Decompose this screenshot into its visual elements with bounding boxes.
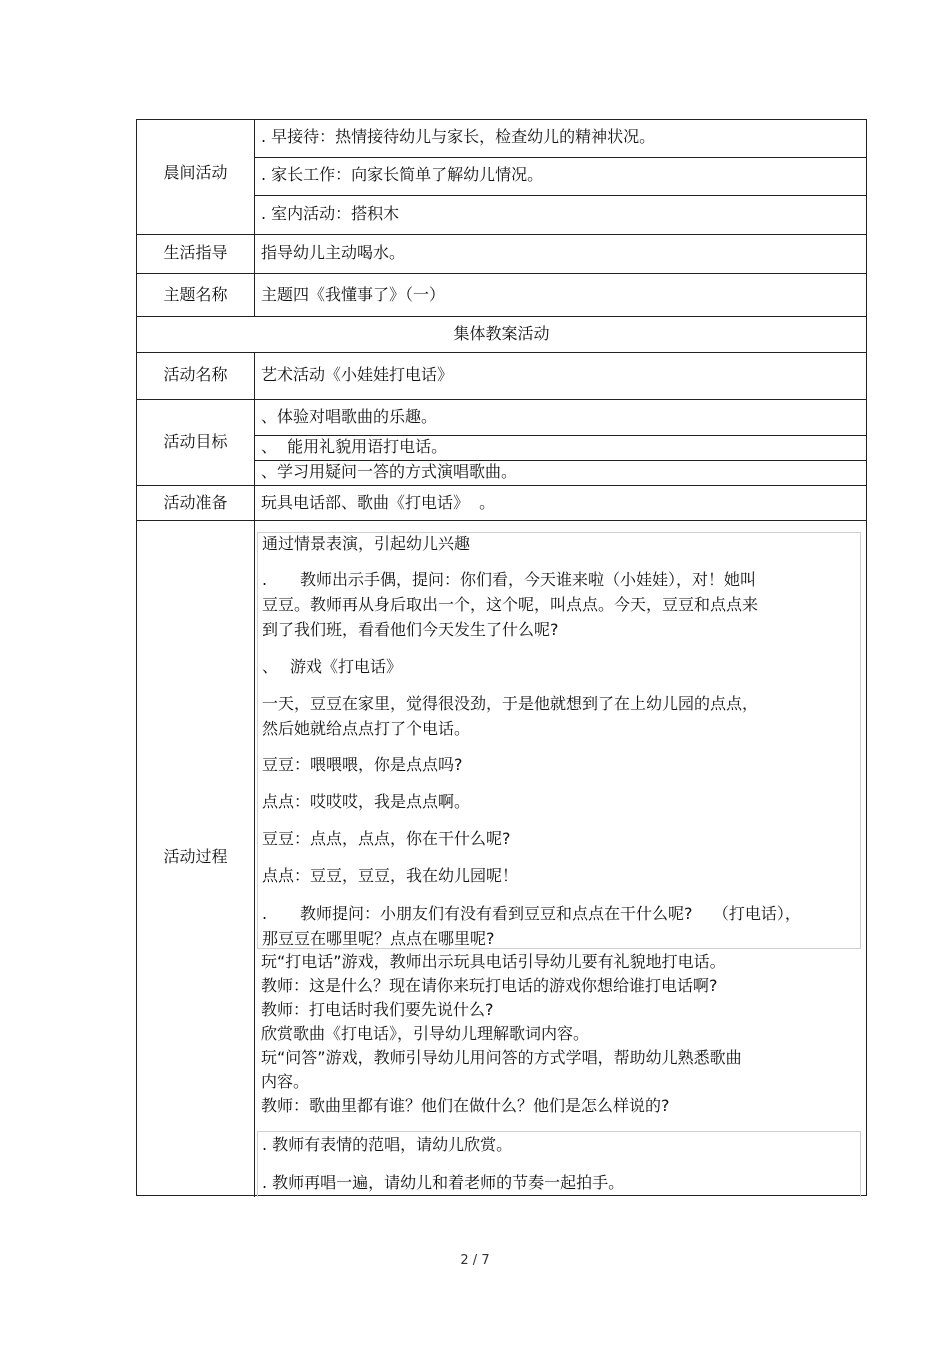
morning-item: . 家长工作：向家长简单了解幼儿情况。 — [261, 165, 544, 184]
process-singing-box — [257, 1131, 861, 1197]
dialogue-line: 豆豆：点点，点点，你在干什么呢? — [262, 829, 511, 848]
morning-label: 晨间活动 — [163, 163, 228, 182]
page-number: 2 / 7 — [460, 1253, 490, 1268]
paragraph-line: 到了我们班，看看他们今天发生了什么呢? — [262, 620, 559, 639]
paragraph-line — [262, 903, 801, 925]
theme-label: 主题名称 — [163, 285, 228, 304]
process-line: . 教师有表情的范唱，请幼儿欣赏。 — [262, 1135, 513, 1154]
theme-value: 主题四《我懂事了》（一） — [261, 285, 446, 304]
row-divider — [254, 460, 866, 461]
process-line: 内容。 — [261, 1072, 310, 1091]
bullet-marker: 、 — [262, 657, 279, 676]
bullet-marker: . — [262, 904, 268, 923]
morning-item: . 早接待：热情接待幼儿与家长，检查幼儿的精神状况。 — [261, 127, 656, 146]
bullet-marker: . — [262, 570, 268, 589]
morning-item: . 室内活动：搭积木 — [261, 204, 400, 223]
process-line: 玩“问答”游戏，教师引导幼儿用问答的方式学唱，帮助幼儿熟悉歌曲 — [261, 1048, 742, 1067]
column-divider — [254, 352, 255, 1197]
process-scenario-box — [257, 532, 861, 949]
goal-item: 、体验对唱歌曲的乐趣。 — [261, 407, 438, 426]
column-divider — [254, 120, 255, 316]
row-divider — [254, 157, 866, 158]
process-line: 教师：歌曲里都有谁？他们在做什么？他们是怎么样说的? — [261, 1096, 670, 1115]
row-divider — [137, 234, 866, 235]
process-line: 欣赏歌曲《打电话》，引导幼儿理解歌词内容。 — [261, 1024, 590, 1043]
process-line: . 教师再唱一遍，请幼儿和着老师的节奏一起拍手。 — [262, 1173, 625, 1192]
activity-name-value: 艺术活动《小娃娃打电话》 — [261, 365, 454, 384]
goals-label: 活动目标 — [163, 432, 228, 451]
paragraph-line — [262, 569, 756, 591]
row-divider — [254, 195, 866, 196]
paragraph-text: 教师提问：小朋友们有没有看到豆豆和点点在干什么呢? （打电话）， — [300, 904, 801, 923]
paragraph-line — [262, 656, 402, 678]
process-line: 教师：打电话时我们要先说什么? — [261, 1000, 494, 1019]
activity-name-label: 活动名称 — [163, 365, 228, 384]
paragraph-text: 教师出示手偶，提问：你们看，今天谁来啦（小娃娃），对！她叫 — [300, 570, 757, 589]
paragraph-text: 游戏《打电话》 — [290, 657, 403, 676]
prep-label: 活动准备 — [163, 493, 228, 512]
process-line: 玩“打电话”游戏，教师出示玩具电话引导幼儿要有礼貌地打电话。 — [261, 952, 726, 971]
row-divider — [137, 485, 866, 486]
paragraph-line: 一天，豆豆在家里，觉得很没劲，于是他就想到了在上幼儿园的点点， — [262, 694, 759, 713]
dialogue-line: 豆豆：喂喂喂，你是点点吗? — [262, 755, 463, 774]
section-title: 集体教案活动 — [453, 324, 550, 343]
process-line: 教师：这是什么？现在请你来玩打电话的游戏你想给谁打电话啊? — [261, 976, 718, 995]
row-divider — [137, 399, 866, 400]
row-divider — [137, 316, 866, 317]
goal-item: 、学习用疑问一答的方式演唱歌曲。 — [261, 462, 518, 481]
paragraph-line: 然后她就给点点打了个电话。 — [262, 719, 471, 738]
row-divider — [254, 435, 866, 436]
paragraph-line: 豆豆。教师再从身后取出一个，这个呢，叫点点。今天，豆豆和点点来 — [262, 595, 759, 614]
prep-value: 玩具电话部、歌曲《打电话》 。 — [261, 493, 496, 512]
row-divider — [137, 273, 866, 274]
scenario-heading: 通过情景表演，引起幼儿兴趣 — [262, 534, 471, 553]
life-label: 生活指导 — [163, 243, 228, 262]
dialogue-line: 点点：豆豆，豆豆，我在幼儿园呢！ — [262, 866, 519, 885]
lesson-plan-table — [136, 119, 867, 1196]
row-divider — [137, 352, 866, 353]
row-divider — [137, 520, 866, 521]
life-value: 指导幼儿主动喝水。 — [261, 243, 406, 262]
paragraph-line: 那豆豆在哪里呢？点点在哪里呢? — [262, 929, 495, 948]
process-label: 活动过程 — [163, 847, 228, 866]
dialogue-line: 点点：哎哎哎，我是点点啊。 — [262, 792, 471, 811]
goal-item: 、 能用礼貌用语打电话。 — [261, 437, 448, 456]
